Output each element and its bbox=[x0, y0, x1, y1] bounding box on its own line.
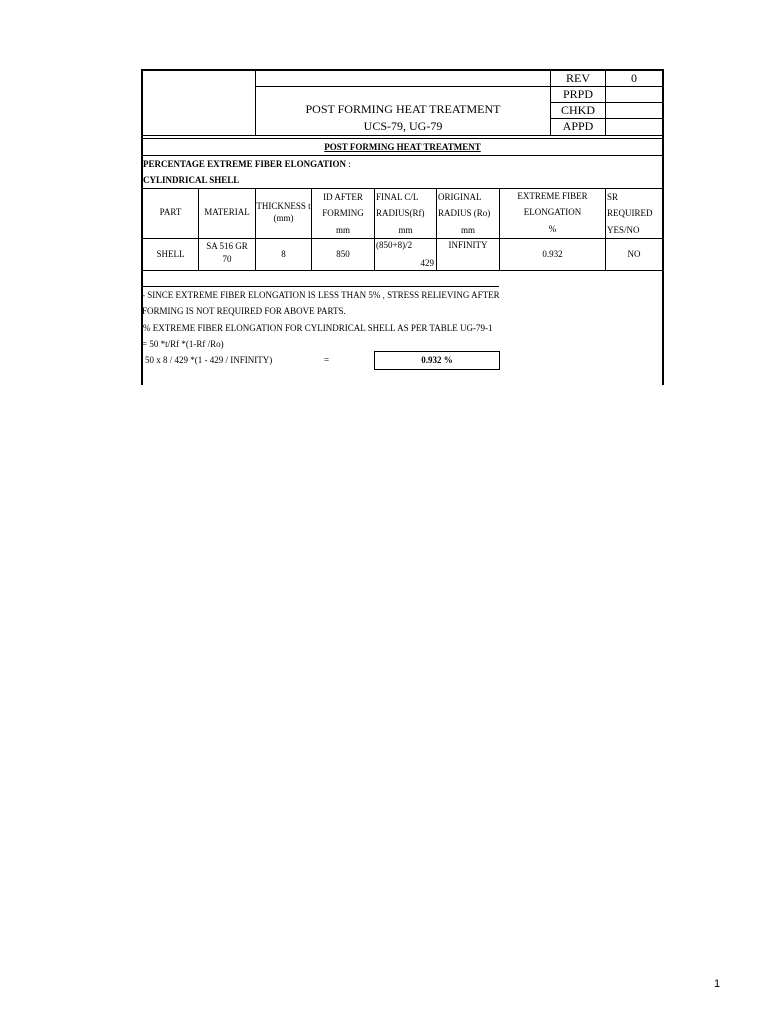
rev-value: 0 bbox=[631, 71, 637, 85]
document-code: UCS-79, UG-79 bbox=[363, 119, 443, 133]
header-original-line3: mm bbox=[460, 225, 475, 235]
row-thickness: 8 bbox=[281, 249, 286, 259]
header-id-line2: FORMING bbox=[322, 208, 364, 218]
note-line-2: FORMING IS NOT REQUIRED FOR ABOVE PARTS. bbox=[142, 306, 346, 316]
header-final-line1: FINAL C/L bbox=[376, 192, 419, 202]
table-top-line bbox=[141, 188, 664, 189]
chkd-label: CHKD bbox=[560, 103, 595, 117]
rev-label: REV bbox=[566, 71, 590, 85]
page-number: 1 bbox=[714, 978, 721, 990]
row-part: SHELL bbox=[156, 249, 185, 259]
header-original-line2: RADIUS (Ro) bbox=[438, 208, 491, 218]
row-material-line1: SA 516 GR bbox=[206, 241, 248, 251]
table-bottom-line bbox=[141, 270, 664, 271]
calculation-sheet bbox=[141, 69, 664, 385]
appd-label: APPD bbox=[562, 119, 594, 133]
formula-line: = 50 *t/Rf *(1-Rf /Ro) bbox=[142, 339, 224, 349]
subheading-cylindrical-shell: CYLINDRICAL SHELL bbox=[143, 175, 240, 185]
header-thickness-line2: (mm) bbox=[273, 213, 294, 223]
equals-sign: = bbox=[324, 355, 330, 365]
frame-left bbox=[141, 69, 143, 385]
header-sr-line2: REQUIRED bbox=[607, 208, 653, 218]
header-thickness-line1: THICKNESS t bbox=[256, 201, 311, 211]
title-block-bottom bbox=[141, 135, 664, 136]
subheading-elongation bbox=[143, 159, 351, 170]
header-material: MATERIAL bbox=[204, 207, 250, 217]
table-header-bottom-line bbox=[141, 238, 664, 239]
row-sr: NO bbox=[627, 249, 641, 259]
note-line-3: % EXTREME FIBER ELONGATION FOR CYLINDRICAL SHELL AS PER TABLE UG-79-1 bbox=[143, 323, 493, 333]
header-elongation-line3: % bbox=[548, 224, 557, 234]
row-material-line2: 70 bbox=[222, 254, 232, 264]
subheading-elongation-text: PERCENTAGE EXTREME FIBER ELONGATION bbox=[143, 159, 346, 169]
title-block-double-line bbox=[141, 138, 664, 139]
row-final-formula: (850+8)/2 bbox=[376, 240, 413, 250]
header-elongation-line1: EXTREME FIBER bbox=[517, 191, 588, 201]
notes-separator bbox=[141, 286, 499, 287]
row-elongation: 0.932 bbox=[542, 249, 563, 259]
header-final-line3: mm bbox=[398, 225, 413, 235]
row-final-value: 429 bbox=[420, 258, 434, 268]
result-value: 0.932 % bbox=[421, 355, 453, 365]
header-id-line3: mm bbox=[335, 225, 350, 235]
row-id: 850 bbox=[336, 249, 350, 259]
header-part: PART bbox=[159, 207, 182, 217]
frame-right bbox=[662, 69, 664, 385]
substitution-line: 50 x 8 / 429 *(1 - 429 / INFINITY) bbox=[145, 355, 273, 365]
section-title-line bbox=[141, 155, 664, 156]
row-original: INFINITY bbox=[448, 240, 488, 250]
header-original-line1: ORIGINAL bbox=[438, 192, 482, 202]
note-line-1: - SINCE EXTREME FIBER ELONGATION IS LESS THAN 5% , STRESS RELIEVING AFTER bbox=[142, 290, 500, 300]
prpd-label: PRPD bbox=[562, 87, 594, 101]
section-title: POST FORMING HEAT TREATMENT bbox=[324, 142, 481, 152]
header-sr-line3: YES/NO bbox=[607, 225, 640, 235]
header-elongation-line2: ELONGATION bbox=[523, 207, 582, 217]
subheading-elongation-suffix: : bbox=[345, 159, 351, 169]
header-final-line2: RADIUS(Rf) bbox=[376, 208, 425, 218]
header-id-line1: ID AFTER bbox=[323, 192, 363, 202]
document-title: POST FORMING HEAT TREATMENT bbox=[305, 102, 501, 116]
header-sr-line1: SR bbox=[607, 192, 619, 202]
